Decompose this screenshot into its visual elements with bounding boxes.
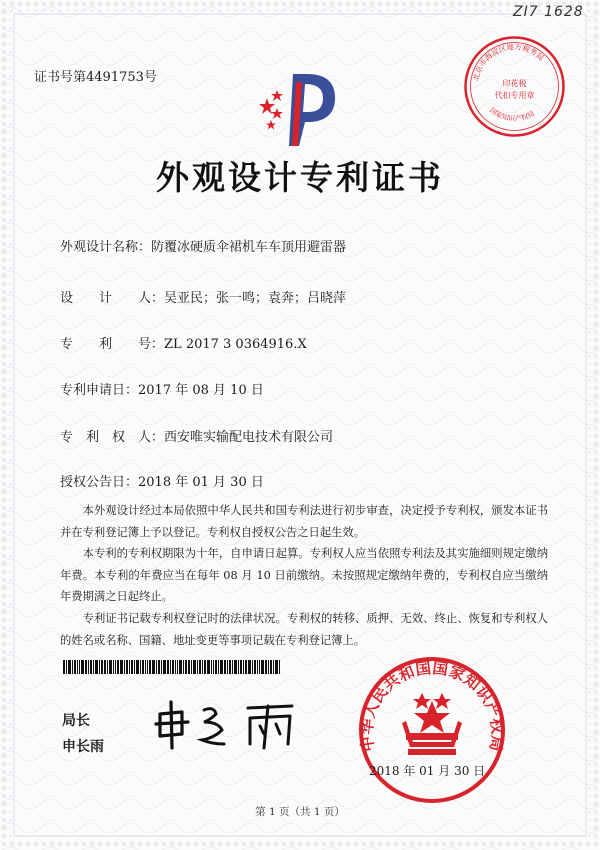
certificate-number: 证书号第4491753号 bbox=[34, 70, 157, 85]
designer-value: 吴亚民；张一鸣；袁奔；吕晓萍 bbox=[164, 291, 347, 306]
page-footer: 第 1 页（共 1 页） bbox=[255, 806, 345, 818]
patent-number-label: 专 利 号： bbox=[60, 337, 165, 352]
cnipa-logo-icon bbox=[255, 68, 350, 148]
apply-date-field bbox=[60, 379, 264, 398]
paragraph-grant: 本外观设计经过本局依照中华人民共和国专利法进行初步审查，决定授予专利权，颁发本证书并在专利登记簿上予以登记。专利权自授权公告之日起生效。 bbox=[60, 504, 548, 539]
owner-value: 西安唯实输配电技术有限公司 bbox=[164, 430, 334, 445]
tax-stamp-icon bbox=[462, 34, 567, 139]
svg-text:国家知识产权局: 国家知识产权局 bbox=[488, 106, 536, 124]
apply-date-value: 2017 年 08 月 10 日 bbox=[138, 383, 264, 398]
paragraph-term: 本专利的专利权期限为十年，自申请日起算。专利权人应当依照专利法及其实施细则规定缴纳年费。本专利的年费应当在每年 08 月 10 日前缴纳。未按照规定缴纳年费的，专利权自应当缴纳年费期满之日起终止。 bbox=[60, 547, 548, 603]
grant-date-field bbox=[60, 471, 264, 490]
designer-field bbox=[60, 287, 346, 306]
owner-field bbox=[60, 426, 333, 445]
owner-label: 专 利 权 人： bbox=[60, 430, 165, 445]
svg-text:代扣专用章: 代扣专用章 bbox=[494, 91, 535, 100]
svg-text:北京市海淀区地方税务局: 北京市海淀区地方税务局 bbox=[471, 42, 546, 82]
design-name-label: 外观设计名称： bbox=[60, 240, 152, 255]
seal-text: 中华人民共和国国家知识产权局 bbox=[357, 659, 507, 753]
paragraph-legal-status: 专利证书记载专利权登记时的法律状况。专利权的转移、质押、无效、终止、恢复和专利权人的姓名或名称、国籍、地址变更等事项记载在专利登记簿上。 bbox=[60, 612, 548, 647]
grant-date-label: 授权公告日： bbox=[60, 475, 139, 490]
patent-number-value: ZL 2017 3 0364916.X bbox=[164, 337, 307, 352]
handwritten-note: ZI7 1628 bbox=[513, 4, 584, 20]
design-name-value: 防覆冰硬质伞裙机车车顶用避雷器 bbox=[151, 240, 347, 255]
patent-number-field bbox=[60, 333, 307, 352]
grant-date-value: 2018 年 01 月 30 日 bbox=[138, 475, 264, 490]
handwritten-signature bbox=[152, 700, 307, 750]
barcode bbox=[63, 660, 383, 674]
official-seal-icon bbox=[352, 655, 512, 805]
design-name-field bbox=[60, 236, 346, 255]
seal-date: 2018 年 01 月 30 日 bbox=[369, 764, 486, 778]
designer-label: 设 计 人： bbox=[60, 291, 165, 306]
signature-role: 局长 bbox=[62, 713, 90, 729]
svg-text:印花税: 印花税 bbox=[502, 79, 527, 88]
signature-name: 申长雨 bbox=[62, 739, 104, 755]
apply-date-label: 专利申请日： bbox=[60, 383, 139, 398]
page-title: 外观设计专利证书 bbox=[156, 158, 444, 197]
